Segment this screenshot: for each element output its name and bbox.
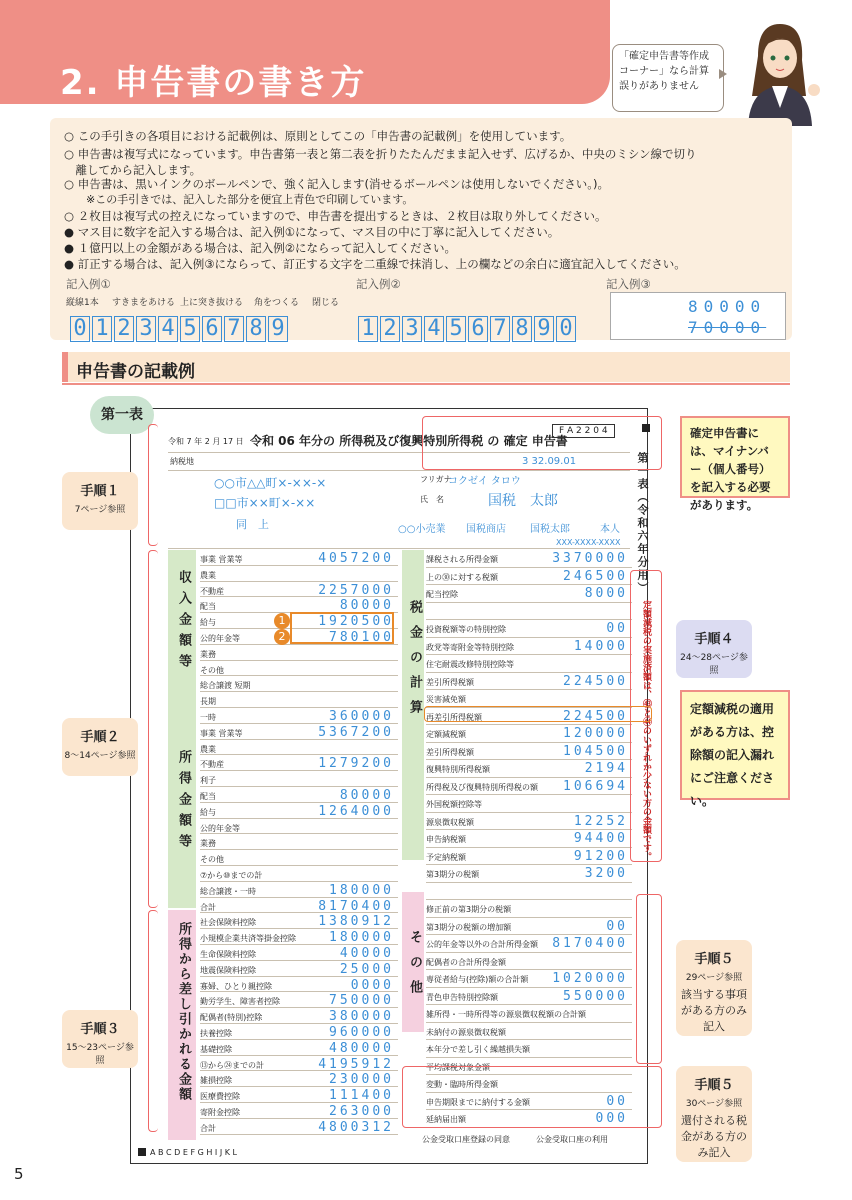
row-label: その他 (200, 665, 224, 675)
row-label: 平均課税対象金額 (426, 1062, 490, 1072)
digit-box: 4 (424, 316, 444, 342)
row-label: 寡婦、ひとり親控除 (200, 981, 272, 991)
form-row-line (426, 934, 632, 935)
row-label: 医療費控除 (200, 1092, 240, 1102)
row-label: 配偶者(特別)控除 (200, 1013, 263, 1023)
digit-box: 1 (358, 316, 378, 342)
side-label: 第一表（令和六年分用） (636, 452, 649, 595)
row-label: 業務 (200, 649, 216, 659)
phone: XXX-XXXX-XXXX (556, 538, 621, 547)
guide-character-icon (728, 16, 828, 126)
shotoku-label: 所得金額等 (176, 750, 191, 855)
row-label: 再差引所得税額 (426, 712, 482, 722)
form-row-line (426, 759, 632, 760)
example1-label: 記入例① (66, 277, 111, 291)
head-name: 国税太郎 (530, 524, 570, 535)
deduction-label: 所得から差し引かれる金額 (176, 922, 191, 1102)
form-row-line (426, 864, 632, 865)
row-label: 公的年金等以外の合計所得金額 (426, 940, 538, 949)
row-label: 専従者給与(控除)額の合計額 (426, 975, 529, 984)
row-label: 源泉徴収税額 (426, 817, 474, 827)
digit-box: 5 (446, 316, 466, 342)
row-label: 配当 (200, 792, 216, 801)
row-label: 扶養控除 (200, 1029, 232, 1038)
form-row-line (200, 581, 398, 582)
example3-old: 70000 (688, 318, 767, 337)
form-row-line (426, 777, 632, 778)
row-label: 事業 営業等 (200, 555, 243, 564)
row-label: ⑬から㉔までの計 (200, 1060, 264, 1070)
info-line: ● １億円以上の金額がある場合は、記入例②にならって記入してください。 (64, 241, 456, 255)
row-value: 106694 (563, 778, 628, 794)
info-line: ● 訂正する場合は、記入例③にならって、訂正する文字を二重線で抹消し、上の欄などの余白に適宜記入してください。 (64, 257, 686, 271)
digit-box: 7 (224, 316, 244, 342)
row-value: 1020000 (552, 971, 628, 986)
form-row-line (200, 786, 398, 787)
step5b-badge: 手順５ 30ページ参照 還付される税金がある方のみ記入 (676, 1066, 752, 1162)
row-value: 00 (606, 1093, 628, 1109)
row-label: 公的年金等 (200, 634, 240, 643)
row-label: 復興特別所得税額 (426, 765, 490, 774)
form-title: 令和 06 年分の 所得税及び復興特別所得税 の 確定 申告書 (250, 434, 568, 448)
occupation: ○○小売業 (398, 524, 446, 535)
row-value: 104500 (563, 743, 628, 759)
form-row-line (200, 754, 398, 755)
annotation: 角をつくる (254, 298, 300, 308)
digit-box: 5 (180, 316, 200, 342)
row-label: 所得税及び復興特別所得税の額 (426, 782, 538, 792)
row-label: 給与 (200, 807, 216, 817)
form-row-line (426, 654, 632, 655)
digit-box: 4 (158, 316, 178, 342)
annotation: 縦線1本 (66, 298, 99, 308)
row-value: 8000 (584, 586, 628, 601)
row-label: 第3期分の税額の増加額 (426, 922, 512, 932)
form-row-line (426, 1039, 632, 1040)
form-row-line (426, 847, 632, 848)
row-label: 地震保険料控除 (200, 965, 256, 975)
form-row-line (426, 567, 632, 568)
row-label: 社会保険料控除 (200, 918, 256, 928)
form-row-line (426, 724, 632, 725)
digit-box: 9 (534, 316, 554, 342)
row-value: 780100 (329, 630, 394, 645)
digit-box: 0 (556, 316, 576, 342)
info-line: 離してから記入します。 (64, 163, 202, 177)
row-value: 00 (606, 621, 628, 636)
form-code: F A 2 2 0 4 (552, 424, 615, 438)
section-title: 申告書の記載例 (76, 362, 195, 382)
example3-label: 記入例③ (606, 277, 651, 291)
row-value: 750000 (329, 993, 394, 1009)
row-value: 1920500 (318, 614, 394, 630)
marker-2: 2 (274, 629, 290, 645)
row-value: 960000 (329, 1025, 394, 1040)
furigana: コクゼイ タロウ (448, 476, 521, 487)
row-label: 変動・臨時所得金額 (426, 1080, 498, 1089)
step3-badge: 手順３ 15～23ページ参照 (62, 1010, 138, 1068)
row-label: 公的年金等 (200, 823, 240, 833)
note-mynumber: 確定申告書には、マイナンバー（個人番号）を記入する必要があります。 (680, 416, 790, 498)
row-value: 120000 (563, 726, 628, 741)
step5b-box (402, 1066, 662, 1128)
digit-box: 6 (202, 316, 222, 342)
row-value: 91200 (573, 848, 628, 864)
row-label: 寄附金控除 (200, 1108, 240, 1117)
form-row-line (426, 1004, 632, 1005)
row-label: 雑損控除 (200, 1076, 232, 1086)
form-line (168, 548, 630, 549)
row-label: 未納付の源泉徴収税額 (426, 1027, 506, 1037)
row-value: 80000 (339, 788, 394, 803)
first-table-badge: 第一表 (90, 396, 154, 434)
row-label: 外国税額控除等 (426, 800, 482, 809)
relation: 本人 (600, 524, 620, 535)
form-row-line (426, 952, 632, 953)
row-value: 2194 (584, 761, 628, 776)
row-label: 住宅耐震改修特別控除等 (426, 660, 514, 669)
corner-mark (138, 1148, 146, 1156)
label-furigana: フリガナ (420, 475, 452, 484)
row-value: 3370000 (552, 551, 628, 566)
row-value: 25000 (339, 961, 394, 977)
digit-box: 2 (380, 316, 400, 342)
form-row-line (200, 660, 398, 661)
row-label: 事業 営業等 (200, 728, 243, 738)
row-label: 総合譲渡 短期 (200, 681, 251, 691)
row-value: 000 (595, 1111, 628, 1126)
example2-label: 記入例② (356, 277, 401, 291)
row-value: 8170400 (552, 936, 628, 951)
form-row-line (426, 917, 632, 918)
row-value: 246500 (563, 568, 628, 584)
row-value: 360000 (329, 709, 394, 724)
row-label: 利子 (200, 776, 216, 786)
step5a-badge: 手順５ 29ページ参照 該当する事項がある方のみ記入 (676, 940, 752, 1036)
form-row-line (426, 689, 632, 690)
row-value: 4800312 (318, 1119, 394, 1135)
receive-use: 公金受取口座の利用 (536, 1135, 608, 1144)
row-label: 不動産 (200, 760, 224, 770)
row-value: 230000 (329, 1072, 394, 1088)
row-label: 定額減税額 (426, 730, 466, 739)
row-value: 4195912 (318, 1056, 394, 1072)
row-label: 予定納税額 (426, 852, 466, 862)
taxpayer-name: 国税 太郎 (488, 493, 558, 509)
shop-name: 国税商店 (466, 524, 506, 535)
row-value: 0000 (350, 977, 394, 993)
row-value: 1264000 (318, 803, 394, 819)
row-label: 一時 (200, 713, 216, 722)
row-label: 課税される所得金額 (426, 555, 498, 564)
form-row-line (426, 882, 632, 883)
income-label: 収入金額等 (176, 570, 191, 675)
form-row-line (200, 849, 398, 850)
row-label: 不動産 (200, 586, 224, 596)
row-label: ⑦から⑩までの計 (200, 871, 263, 880)
info-line: ○ この手引きの各項目における記載例は、原則としてこの「申告書の記載例」を使用しています。 (64, 129, 572, 143)
row-label: 本年分で差し引く繰越損失額 (426, 1045, 530, 1054)
row-value: 2257000 (318, 582, 394, 598)
info-line: ○ 申告書は、黒いインクのボールペンで、強く記入します(消せるボールペンは使用しないでください。)。 (64, 177, 609, 191)
row-value: 4057200 (318, 551, 394, 566)
row-label: 災害減免額 (426, 695, 466, 704)
row-value: 224500 (563, 708, 628, 724)
highlight-salary (290, 612, 394, 644)
row-value: 8170400 (318, 898, 394, 914)
row-value: 1380912 (318, 914, 394, 930)
row-value: 380000 (329, 1009, 394, 1025)
other-label: その他 (407, 930, 422, 1005)
form-row-line (426, 1057, 632, 1058)
teigaku-box (424, 706, 652, 722)
bracket-step1 (148, 424, 158, 546)
digit-box: 7 (490, 316, 510, 342)
info-line: ○ 申告書は複写式になっています。申告書第一表と第二表を折りたたんだまま記入せず、広げるか、中央のミシン線で切り (64, 147, 697, 161)
row-label: 投資税額等の特別控除 (426, 625, 506, 634)
note-teigaku: 定額減税の適用がある方は、控除額の記入漏れにご注意ください。 (680, 690, 790, 800)
digit-box: 6 (468, 316, 488, 342)
step4-badge: 手順４ 24～28ページ参照 (676, 620, 752, 678)
row-label: 合計 (200, 1123, 216, 1133)
row-label: 生命保険料控除 (200, 950, 256, 959)
speech-bubble: 「確定申告書等作成コーナー」なら計算誤りがありません (612, 44, 724, 112)
row-label: 農業 (200, 570, 216, 580)
row-label: 基礎控除 (200, 1044, 232, 1054)
label-name: 氏 名 (420, 495, 444, 504)
digit-box: 3 (402, 316, 422, 342)
bracket-step3 (148, 910, 158, 1132)
receive-consent: 公金受取口座登録の同意 (422, 1135, 510, 1144)
row-label: 修正前の第3期分の税額 (426, 905, 512, 914)
row-value: 5367200 (318, 724, 394, 740)
row-label: 青色申告特別控除額 (426, 992, 498, 1002)
row-value: 111400 (329, 1088, 394, 1104)
form-date: 令和 7 年 2 月 17 日 (168, 437, 244, 446)
form-row-line (426, 619, 632, 620)
section-heading-bar (62, 352, 68, 382)
form-row-line (426, 637, 632, 638)
row-label: 農業 (200, 744, 216, 754)
form-row-line (200, 865, 398, 866)
row-value: 263000 (329, 1104, 394, 1119)
address1: ○○市△△町×-××-× (214, 476, 327, 490)
mynumber-box (422, 416, 662, 470)
row-value: 94400 (573, 831, 628, 846)
page-number: 5 (14, 1165, 24, 1183)
step2-badge: 手順２ 8～14ページ参照 (62, 718, 138, 776)
row-label: 給与 (200, 618, 216, 628)
form-row-line (426, 584, 632, 585)
digit-box: 3 (136, 316, 156, 342)
row-value: 12252 (573, 813, 628, 829)
digit-box: 8 (512, 316, 532, 342)
annotation: 閉じる (312, 298, 340, 308)
row-value: 3200 (584, 866, 628, 881)
section-underline (62, 383, 790, 385)
bracket-step2 (148, 550, 158, 908)
row-label: 第3期分の税額 (426, 870, 480, 879)
row-label: 差引所得税額 (426, 677, 474, 687)
row-value: 80000 (339, 598, 394, 614)
row-label: 合計 (200, 902, 216, 912)
address2: □□市××町×-×× (214, 496, 316, 510)
form-row-line (426, 602, 632, 603)
row-label: 総合譲渡・一時 (200, 886, 256, 896)
row-label: 申告納税額 (426, 835, 466, 844)
row-label: 長期 (200, 697, 216, 707)
page-title: 2. 申告書の書き方 (60, 63, 367, 103)
row-value: 1279200 (318, 756, 394, 772)
form-line (168, 470, 630, 471)
row-label: 差引所得税額 (426, 747, 474, 757)
digit-box: 9 (268, 316, 288, 342)
annotation: すきまをあける (112, 298, 176, 308)
row-label: 政党等寄附金等特別控除 (426, 642, 514, 652)
form-row-line (426, 969, 632, 970)
step1-badge: 手順１ 7ページ参照 (62, 472, 138, 530)
step5a-box (636, 894, 662, 1064)
row-value: 00 (606, 918, 628, 934)
same-as-above: 同 上 (236, 518, 269, 531)
form-row-line (426, 829, 632, 830)
birth-date: 3 32.09.01 (522, 456, 577, 467)
row-value: 40000 (339, 946, 394, 961)
row-label: 雑所得・一時所得等の源泉徴収税額の合計額 (426, 1010, 586, 1019)
info-line: ● マス目に数字を記入する場合は、記入例①になって、マス目の中に丁寧に記入してください。 (64, 225, 560, 239)
row-value: 480000 (329, 1040, 394, 1056)
form-row-line (426, 812, 632, 813)
row-label: 小規模企業共済等掛金控除 (200, 934, 296, 944)
marker-1: 1 (274, 613, 290, 629)
form-row-line (200, 707, 398, 708)
digit-box: 0 (70, 316, 90, 342)
form-row-line (426, 1022, 632, 1023)
row-label: 上の㉚に対する税額 (426, 572, 498, 582)
form-row-line (426, 742, 632, 743)
vertical-note: 定額減税の実施済額は、㊸と㊹のいずれか少ない方の金額です。 (641, 600, 651, 861)
row-label: 配偶者の合計所得金額 (426, 957, 506, 967)
info-line: ○ ２枚目は複写式の控えになっていますので、申告書を提出するときは、２枚目は取り外してください。 (64, 209, 607, 223)
annotation: 上に突き抜ける (180, 298, 244, 308)
row-label: 配当控除 (426, 590, 458, 599)
row-value: 550000 (563, 988, 628, 1004)
row-value: 14000 (573, 638, 628, 654)
digit-box: 2 (114, 316, 134, 342)
label-address: 納税地 (170, 457, 194, 466)
form-row-line (426, 794, 632, 795)
form-row-line (426, 899, 632, 900)
bottom-letters: A B C D E F G H I J K L (150, 1148, 237, 1157)
digit-box: 8 (246, 316, 266, 342)
example3-new: 80000 (688, 297, 767, 316)
form-row-line (426, 672, 632, 673)
form-row-line (200, 675, 398, 676)
row-value: 180000 (329, 930, 394, 946)
row-value: 180000 (329, 882, 394, 898)
digit-box: 1 (92, 316, 112, 342)
row-label: 延納届出額 (426, 1115, 466, 1124)
row-value: 224500 (563, 673, 628, 689)
row-label: 申告期限までに納付する金額 (426, 1097, 530, 1107)
info-line: ※この手引きでは、記入した部分を便宜上青色で印刷しています。 (64, 193, 414, 206)
row-label: 配当 (200, 602, 216, 612)
row-label: 業務 (200, 839, 216, 849)
row-label: 勤労学生、障害者控除 (200, 997, 280, 1007)
row-label: その他 (200, 855, 224, 865)
form-row-line (426, 987, 632, 988)
tax-label: 税金の計算 (407, 600, 422, 725)
